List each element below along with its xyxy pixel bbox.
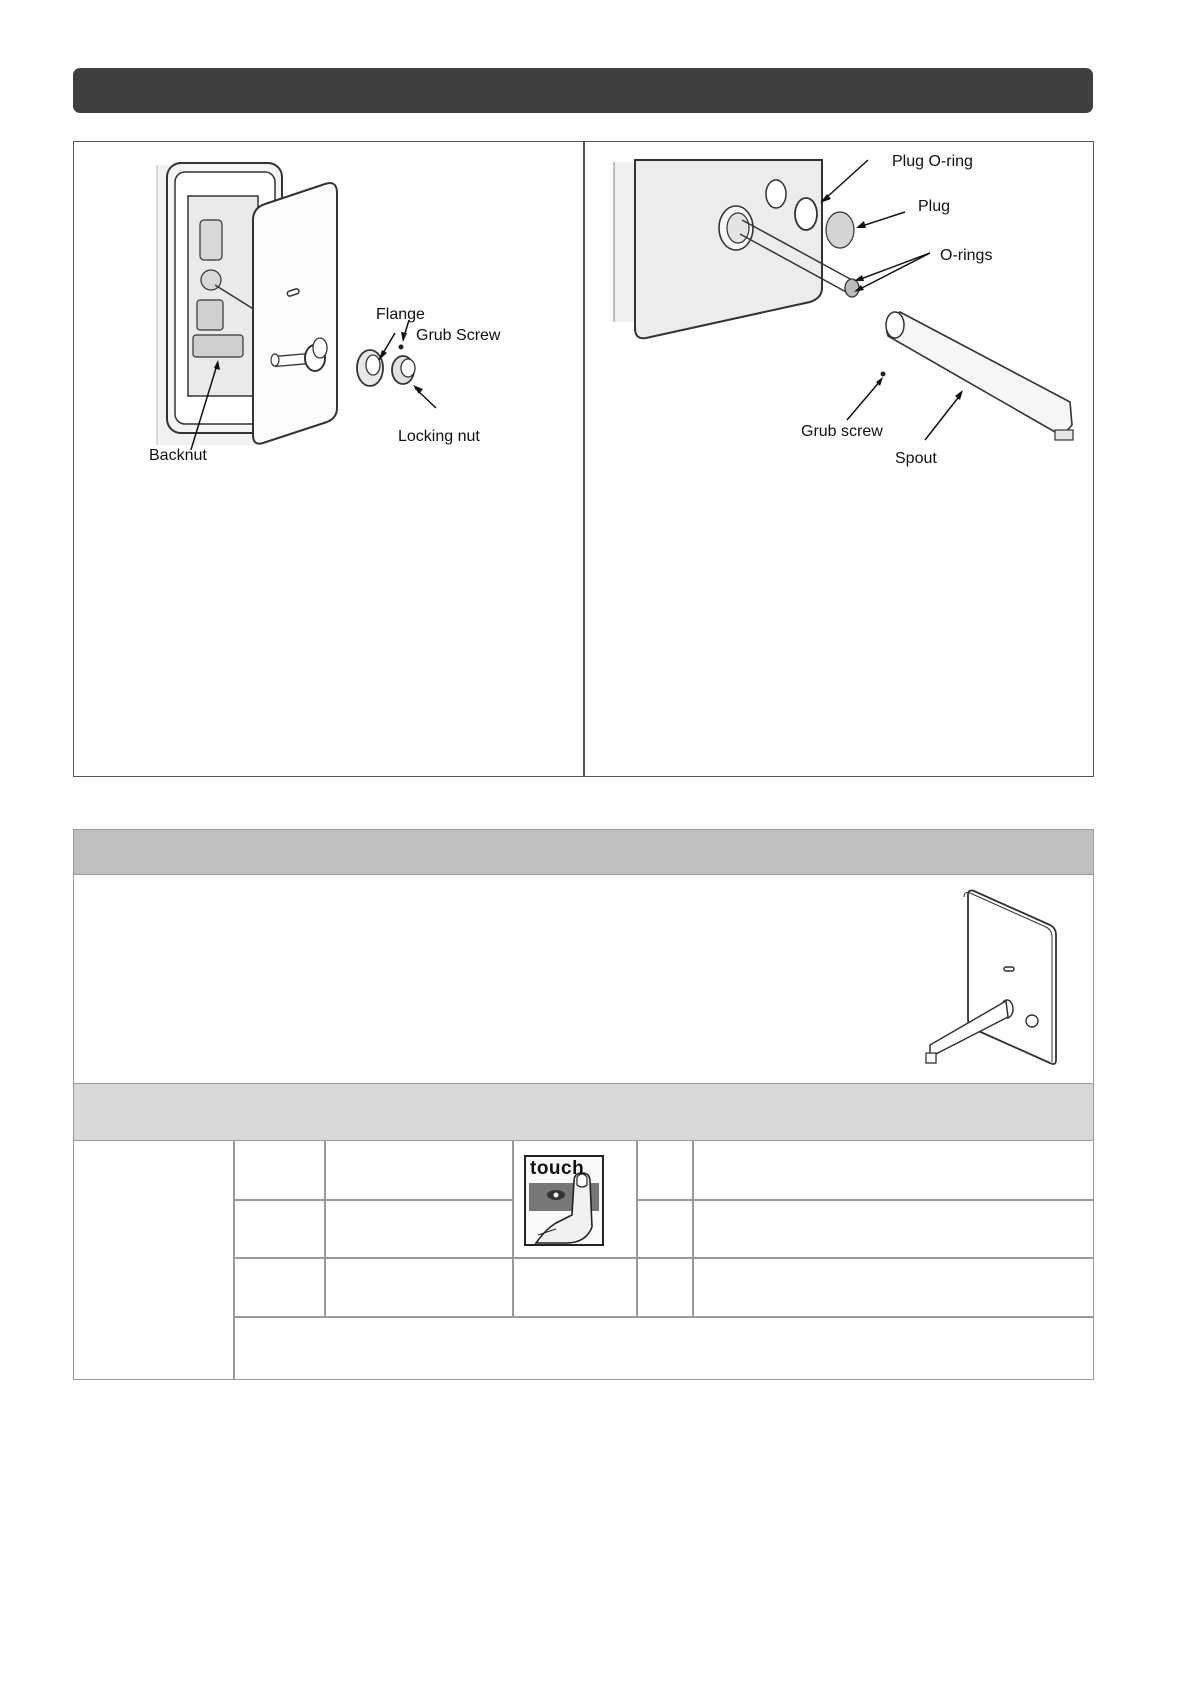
label-flange: Flange <box>376 306 425 323</box>
grid-line <box>233 1316 1094 1318</box>
grid-line <box>233 1257 1094 1259</box>
grid-line <box>636 1140 638 1316</box>
touch-icon <box>524 1155 604 1246</box>
grid-line <box>636 1199 1094 1201</box>
label-grub-screw-right: Grub screw <box>801 423 883 440</box>
backbox-exploded-illustration <box>145 160 525 450</box>
product-thumbnail <box>920 885 1060 1075</box>
label-plug-oring: Plug O-ring <box>892 153 973 170</box>
page-header-bar <box>73 68 1093 113</box>
grid-line <box>324 1140 326 1316</box>
grid-line <box>512 1140 514 1316</box>
section-header <box>73 829 1094 875</box>
label-locking-nut: Locking nut <box>398 428 480 445</box>
label-backnut: Backnut <box>149 447 207 464</box>
grid-line <box>233 1140 235 1380</box>
label-orings: O-rings <box>940 247 993 264</box>
spout-exploded-illustration <box>600 150 1080 460</box>
touch-icon-word: touch <box>530 1158 585 1179</box>
figure-divider <box>583 141 585 777</box>
grid-line <box>692 1140 694 1316</box>
label-grub-screw: Grub Screw <box>416 327 501 344</box>
sub-header <box>73 1083 1094 1141</box>
label-plug: Plug <box>918 198 951 215</box>
label-spout: Spout <box>895 450 937 467</box>
grid-line <box>233 1199 512 1201</box>
